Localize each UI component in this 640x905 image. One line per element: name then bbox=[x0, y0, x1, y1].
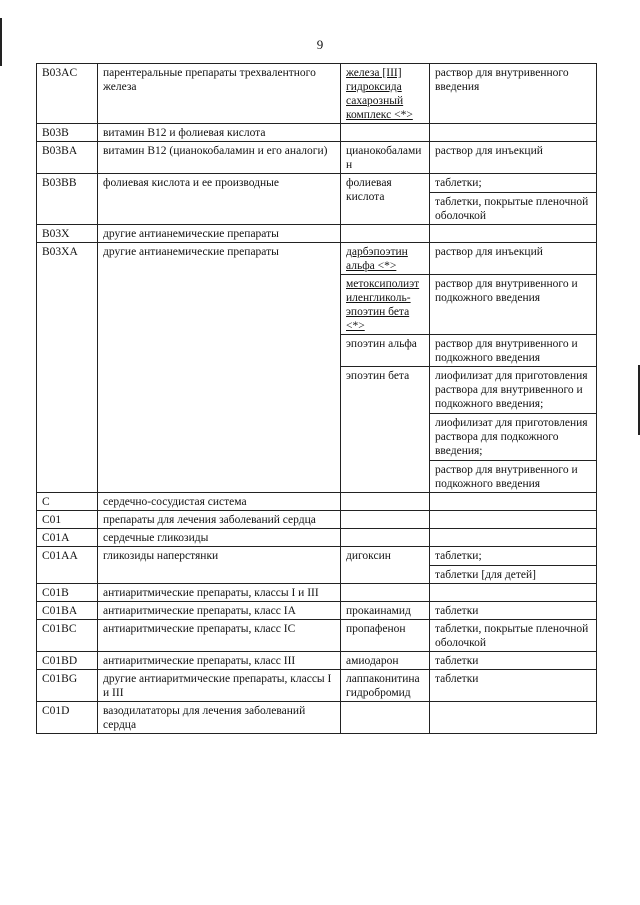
dosage-form-line: раствор для внутривенного и подкожного введения bbox=[435, 278, 578, 304]
atc-code-cell: C01AA bbox=[37, 547, 98, 584]
atc-code-cell: C01BD bbox=[37, 652, 98, 670]
table-row bbox=[37, 142, 597, 174]
empty-drug-cell bbox=[341, 493, 430, 511]
drug-name-cell: дигоксин bbox=[341, 547, 430, 584]
anatomical-group-cell: гликозиды наперстянки bbox=[98, 547, 341, 584]
dosage-form-cell bbox=[430, 367, 597, 493]
table-row bbox=[37, 529, 597, 547]
drug-name-cell: пропафенон bbox=[341, 620, 430, 652]
left-edge-mark bbox=[0, 18, 2, 66]
anatomical-group-cell: вазодилататоры для лечения заболеваний сердца bbox=[98, 702, 341, 734]
table-row bbox=[37, 174, 597, 225]
table-row bbox=[37, 493, 597, 511]
drug-name-cell: метоксиполиэтиленгликоль-эпоэтин бета <*> bbox=[341, 275, 430, 335]
table-row bbox=[37, 511, 597, 529]
drug-name-cell: эпоэтин бета bbox=[341, 367, 430, 493]
empty-form-cell bbox=[430, 529, 597, 547]
atc-code-cell: C01BA bbox=[37, 602, 98, 620]
drug-name-cell: дарбэпоэтин альфа <*> bbox=[341, 243, 430, 275]
table-row bbox=[37, 547, 597, 584]
dosage-form-line: лиофилизат для приготовления раствора для подкожного введения; bbox=[430, 413, 596, 458]
anatomical-group-cell: антиаритмические препараты, класс III bbox=[98, 652, 341, 670]
empty-form-cell bbox=[430, 225, 597, 243]
dosage-form-line: таблетки bbox=[435, 673, 479, 685]
empty-drug-cell bbox=[341, 702, 430, 734]
dosage-form-line: раствор для внутривенного и подкожного введения bbox=[435, 338, 578, 364]
dosage-form-cell bbox=[430, 142, 597, 174]
drug-name-cell: цианокобаламин bbox=[341, 142, 430, 174]
drug-table bbox=[36, 63, 597, 734]
table-row bbox=[37, 702, 597, 734]
dosage-form-cell bbox=[430, 652, 597, 670]
atc-code-cell: C01A bbox=[37, 529, 98, 547]
page-number: 9 bbox=[316, 37, 324, 52]
atc-code-cell: C01BG bbox=[37, 670, 98, 702]
empty-drug-cell bbox=[341, 584, 430, 602]
empty-form-cell bbox=[430, 493, 597, 511]
atc-code-cell: B03AC bbox=[37, 64, 98, 124]
dosage-form-line: таблетки, покрытые пленочной оболочкой bbox=[435, 623, 589, 649]
dosage-form-line: лиофилизат для приготовления раствора для внутривенного и подкожного введения; bbox=[435, 370, 588, 410]
anatomical-group-cell: витамин B12 и фолиевая кислота bbox=[98, 124, 341, 142]
atc-code-cell: B03XA bbox=[37, 243, 98, 493]
drug-name-cell: эпоэтин альфа bbox=[341, 335, 430, 367]
empty-form-cell bbox=[430, 702, 597, 734]
empty-form-cell bbox=[430, 584, 597, 602]
dosage-form-line: раствор для инъекций bbox=[435, 145, 543, 157]
atc-code-cell: C01B bbox=[37, 584, 98, 602]
empty-drug-cell bbox=[341, 511, 430, 529]
empty-drug-cell bbox=[341, 225, 430, 243]
anatomical-group-cell: другие антиаритмические препараты, классы I и III bbox=[98, 670, 341, 702]
empty-drug-cell bbox=[341, 124, 430, 142]
atc-code-cell: B03BA bbox=[37, 142, 98, 174]
table-row bbox=[37, 670, 597, 702]
dosage-form-cell bbox=[430, 547, 597, 584]
anatomical-group-cell: антиаритмические препараты, классы I и III bbox=[98, 584, 341, 602]
dosage-form-cell bbox=[430, 335, 597, 367]
atc-code-cell: C01 bbox=[37, 511, 98, 529]
drug-name-cell: прокаинамид bbox=[341, 602, 430, 620]
anatomical-group-cell: фолиевая кислота и ее производные bbox=[98, 174, 341, 225]
dosage-form-cell bbox=[430, 670, 597, 702]
table-row bbox=[37, 64, 597, 124]
dosage-form-line: раствор для внутривенного и подкожного введения bbox=[430, 460, 596, 491]
atc-code-cell: C01BC bbox=[37, 620, 98, 652]
dosage-form-line: таблетки bbox=[435, 655, 479, 667]
atc-code-cell: C01D bbox=[37, 702, 98, 734]
table-row bbox=[37, 652, 597, 670]
drug-name-cell: лаппаконитина гидробромид bbox=[341, 670, 430, 702]
dosage-form-line: таблетки, покрытые пленочной оболочкой bbox=[430, 192, 596, 223]
anatomical-group-cell: препараты для лечения заболеваний сердца bbox=[98, 511, 341, 529]
drug-name-cell: амиодарон bbox=[341, 652, 430, 670]
table-row bbox=[37, 584, 597, 602]
drug-name-cell: фолиевая кислота bbox=[341, 174, 430, 225]
dosage-form-line: таблетки bbox=[435, 605, 479, 617]
anatomical-group-cell: антиаритмические препараты, класс IA bbox=[98, 602, 341, 620]
dosage-form-line: раствор для внутривенного введения bbox=[435, 67, 569, 93]
empty-form-cell bbox=[430, 511, 597, 529]
dosage-form-cell bbox=[430, 275, 597, 335]
atc-code-cell: B03BB bbox=[37, 174, 98, 225]
anatomical-group-cell: сердечно-сосудистая система bbox=[98, 493, 341, 511]
dosage-form-line: таблетки [для детей] bbox=[430, 565, 596, 582]
dosage-form-cell bbox=[430, 64, 597, 124]
anatomical-group-cell: другие антианемические препараты bbox=[98, 243, 341, 493]
dosage-form-cell bbox=[430, 620, 597, 652]
dosage-form-line: таблетки; bbox=[435, 177, 482, 189]
anatomical-group-cell: антиаритмические препараты, класс IC bbox=[98, 620, 341, 652]
table-row bbox=[37, 225, 597, 243]
drug-name-cell: железа [III] гидроксида сахарозный комплекс <*> bbox=[341, 64, 430, 124]
anatomical-group-cell: витамин B12 (цианокобаламин и его аналоги) bbox=[98, 142, 341, 174]
table-row bbox=[37, 620, 597, 652]
dosage-form-cell bbox=[430, 174, 597, 225]
table-row bbox=[37, 602, 597, 620]
dosage-form-line: таблетки; bbox=[435, 550, 482, 562]
empty-drug-cell bbox=[341, 529, 430, 547]
empty-form-cell bbox=[430, 124, 597, 142]
dosage-form-cell bbox=[430, 602, 597, 620]
anatomical-group-cell: парентеральные препараты трехвалентного железа bbox=[98, 64, 341, 124]
table-row bbox=[37, 124, 597, 142]
atc-code-cell: B03X bbox=[37, 225, 98, 243]
dosage-form-line: раствор для инъекций bbox=[435, 246, 543, 258]
atc-code-cell: B03B bbox=[37, 124, 98, 142]
anatomical-group-cell: другие антианемические препараты bbox=[98, 225, 341, 243]
anatomical-group-cell: сердечные гликозиды bbox=[98, 529, 341, 547]
atc-code-cell: C bbox=[37, 493, 98, 511]
table-row bbox=[37, 243, 597, 275]
dosage-form-cell bbox=[430, 243, 597, 275]
